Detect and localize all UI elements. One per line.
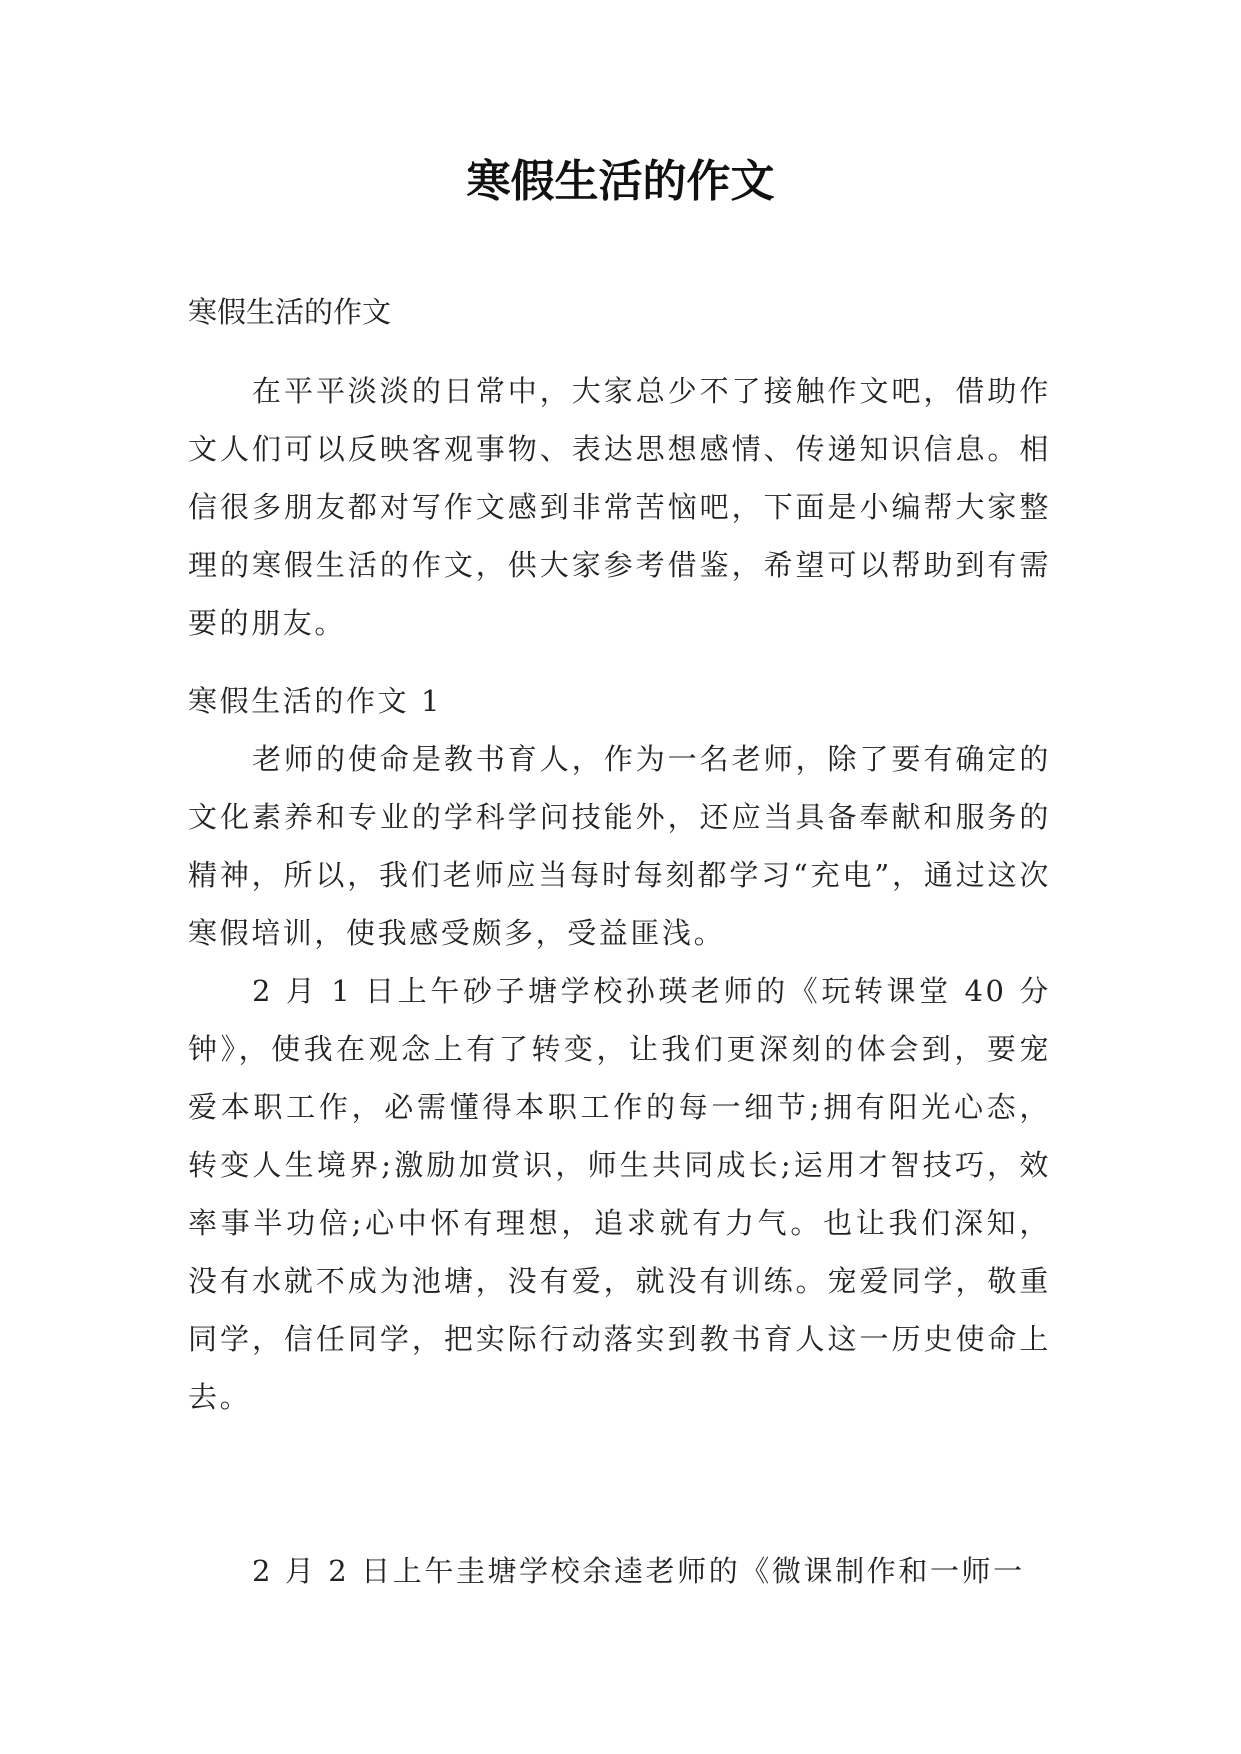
section-heading: 寒假生活的作文 1 (188, 684, 443, 718)
body-paragraph-1: 老师的使命是教书育人，作为一名老师，除了要有确定的文化素养和专业的学科学问技能外，还应当具备奉献和服务的精神，所以，我们老师应当每时每刻都学习“充电”，通过这次寒假培训，使我感受颇多，受益匪浅。 (188, 742, 1051, 950)
document-title: 寒假生活的作文 (466, 156, 775, 207)
intro-paragraph: 在平平淡淡的日常中，大家总少不了接触作文吧，借助作文人们可以反映客观事物、表达思想感情、传递知识信息。相信很多朋友都对写作文感到非常苦恼吧，下面是小编帮大家整理的寒假生活的作文，供大家参考借鉴，希望可以帮助到有需要的朋友。 (188, 374, 1051, 640)
body-paragraph-3: 2 月 2 日上午圭塘学校余逵老师的《微课制作和一师一 (252, 1554, 1025, 1588)
body-paragraph-2: 2 月 1 日上午砂子塘学校孙瑛老师的《玩转课堂 40 分钟》，使我在观念上有了转变，让我们更深刻的体会到，要宠爱本职工作，必需懂得本职工作的每一细节;拥有阳光心态，转变人生境界;激励加赏识，师生共同成长;运用才智技巧，效率事半功倍;心中怀有理想，追求就有力气。也让我们深知，没有水就不成为池塘，没有爱，就没有训练。宠爱同学，敬重同学，信任同学，把实际行动落实到教书育人这一历史使命上去。 (188, 974, 1051, 1414)
document-subtitle: 寒假生活的作文 (188, 295, 392, 329)
